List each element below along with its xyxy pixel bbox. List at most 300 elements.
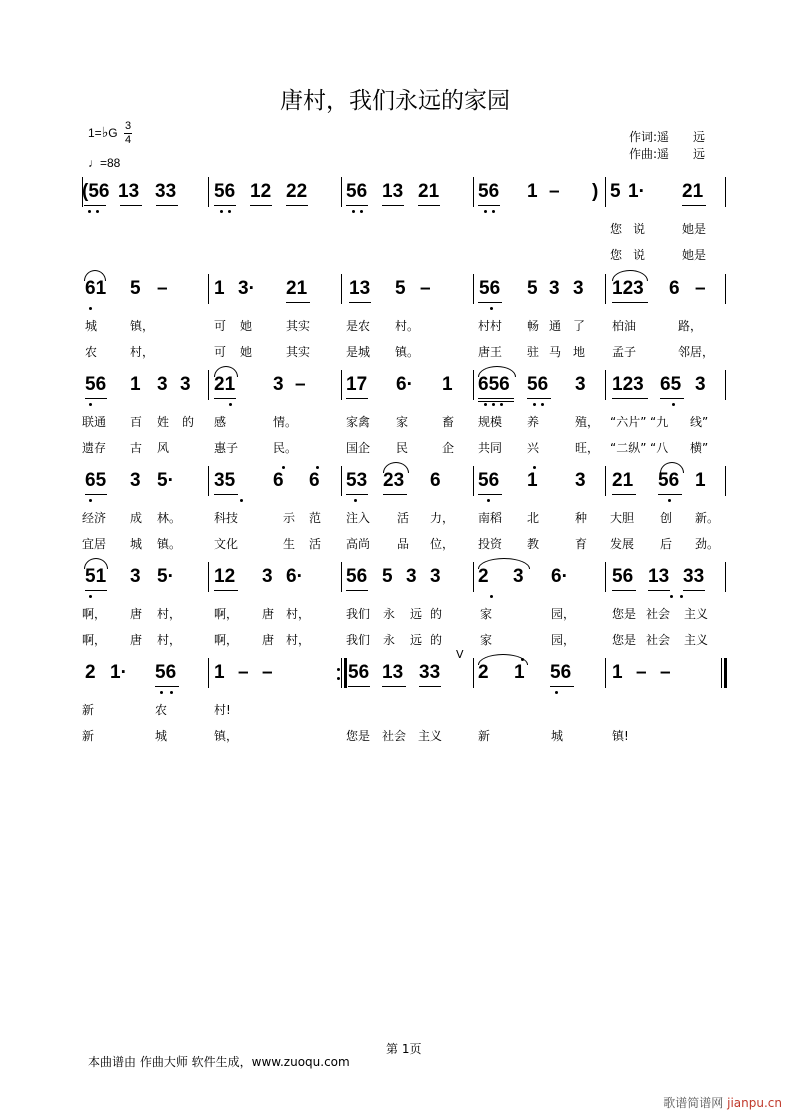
lyric-verse-2: 啊， xyxy=(82,633,107,647)
lyric-verse-1: 园， xyxy=(551,607,576,621)
lyric-verse-1: 远 xyxy=(410,607,423,621)
barline xyxy=(473,370,474,400)
barline xyxy=(473,274,474,304)
note: 5· xyxy=(157,470,174,491)
lyric-verse-1: 百 xyxy=(130,415,143,429)
note: 123 xyxy=(612,278,644,299)
note: – xyxy=(695,278,706,299)
lyric-verse-2: 生 xyxy=(283,537,296,551)
lyric-verse-2: 永 xyxy=(383,633,396,647)
lyric-verse-1: 经济 xyxy=(82,511,107,525)
lyric-verse-1: 的 xyxy=(182,415,195,429)
octave-dot-low xyxy=(668,499,671,502)
lyric-verse-2: 惠子 xyxy=(214,441,239,455)
underline-beam xyxy=(478,494,502,495)
lyric-verse-2: 旺， xyxy=(575,441,600,455)
lyric-verse-1: 说 xyxy=(633,222,646,236)
watermark-site: 歌谱简谱网 xyxy=(663,1096,724,1110)
note: 56 xyxy=(348,662,370,683)
note: 1 xyxy=(612,662,623,683)
lyric-verse-2: 城 xyxy=(155,729,168,743)
lyric-verse-2: 兴 xyxy=(527,441,540,455)
lyric-verse-2: 城 xyxy=(130,537,143,551)
note: 5 xyxy=(130,278,141,299)
lyric-verse-1: 联通 xyxy=(82,415,107,429)
lyric-verse-1: 情。 xyxy=(273,415,298,429)
note: 3 xyxy=(262,566,273,587)
lyric-verse-2: 民 xyxy=(396,441,409,455)
lyric-verse-2: 您 xyxy=(610,248,623,262)
underline-beam xyxy=(660,398,684,399)
underline-beam xyxy=(682,205,706,206)
lyric-verse-2: 教 xyxy=(527,537,540,551)
lyric-verse-1: 其实 xyxy=(286,319,311,333)
lyric-verse-2: 镇。 xyxy=(157,537,182,551)
octave-dot-low xyxy=(229,403,232,406)
composer-credit: 作曲:遥 远 xyxy=(629,147,706,161)
slur-arc xyxy=(478,654,528,665)
lyric-verse-2: 说 xyxy=(633,248,646,262)
lyric-verse-1: 线” xyxy=(690,415,709,429)
slur-arc xyxy=(478,558,530,569)
lyric-verse-2: 邻居， xyxy=(678,345,715,359)
note: 21 xyxy=(418,181,440,202)
lyric-verse-1: 她 xyxy=(240,319,253,333)
lyric-verse-1: 她是 xyxy=(682,222,707,236)
note: 35 xyxy=(214,470,236,491)
barline xyxy=(473,466,474,496)
lyric-verse-1: 村， xyxy=(286,607,311,621)
watermark xyxy=(663,1094,782,1111)
note: 1· xyxy=(110,662,127,683)
octave-dot-low xyxy=(352,210,355,213)
lyric-verse-2: 镇! xyxy=(612,729,629,743)
lyric-verse-1: 了 xyxy=(573,319,586,333)
note: 2 xyxy=(478,566,489,587)
note: 51 xyxy=(85,566,107,587)
underline-beam xyxy=(286,205,308,206)
underline-beam xyxy=(527,398,551,399)
lyric-verse-2: 主义 xyxy=(684,633,709,647)
underline-beam xyxy=(419,686,441,687)
barline xyxy=(725,177,726,207)
lyric-verse-2: 企 xyxy=(442,441,455,455)
lyric-verse-2: “八 xyxy=(650,441,669,455)
octave-dot-low xyxy=(360,210,363,213)
note: – xyxy=(636,662,647,683)
octave-dot-low xyxy=(484,403,487,406)
barline xyxy=(725,370,726,400)
lyric-verse-1: 畅 xyxy=(527,319,540,333)
lyric-verse-1: 您 xyxy=(610,222,623,236)
barline xyxy=(605,274,606,304)
note: 3 xyxy=(273,374,284,395)
lyric-verse-1: 村! xyxy=(214,703,231,717)
lyric-verse-2: 育 xyxy=(575,537,588,551)
lyric-verse-2: 民。 xyxy=(273,441,298,455)
note: 56 xyxy=(550,662,572,683)
note: 2 xyxy=(85,662,96,683)
octave-dot-low xyxy=(89,403,92,406)
underline-beam xyxy=(349,302,371,303)
slur-arc xyxy=(660,462,684,473)
octave-dot-low xyxy=(89,307,92,310)
underline-beam xyxy=(612,302,648,303)
slur-arc xyxy=(612,270,648,281)
underline-beam xyxy=(346,494,368,495)
note: 3 xyxy=(180,374,191,395)
lyric-verse-2: 劲。 xyxy=(695,537,720,551)
barline xyxy=(341,177,342,207)
octave-dot-low xyxy=(541,403,544,406)
octave-dot-low xyxy=(240,499,243,502)
octave-dot-low xyxy=(89,499,92,502)
lyric-verse-1: 我们 xyxy=(346,607,371,621)
lyric-verse-1: 可 xyxy=(214,319,227,333)
note: – xyxy=(660,662,671,683)
barline xyxy=(341,370,342,400)
note: 56 xyxy=(527,374,549,395)
lyric-verse-2: 您是 xyxy=(346,729,371,743)
lyric-verse-2: “二纵” xyxy=(610,441,647,455)
time-top: 3 xyxy=(124,120,132,132)
slur-arc xyxy=(478,366,516,377)
lyric-verse-1: 社会 xyxy=(646,607,671,621)
note: 1 xyxy=(527,470,538,491)
lyric-verse-2: 您是 xyxy=(612,633,637,647)
final-barline xyxy=(721,658,722,688)
lyric-verse-2: 村， xyxy=(130,345,155,359)
lyric-verse-1: 力， xyxy=(430,511,455,525)
note: 3 xyxy=(430,566,441,587)
note: 6 xyxy=(273,470,284,491)
underline-beam xyxy=(383,494,407,495)
octave-dot-high xyxy=(282,466,285,469)
note: 12 xyxy=(250,181,272,202)
lyric-verse-2: 投资 xyxy=(478,537,503,551)
note: 5 xyxy=(610,181,621,202)
octave-dot-low xyxy=(555,691,558,694)
octave-dot-low xyxy=(354,499,357,502)
lyric-verse-1: 唐 xyxy=(262,607,275,621)
barline xyxy=(605,370,606,400)
barline xyxy=(208,177,209,207)
lyric-verse-1: 姓 xyxy=(157,415,170,429)
underline-beam xyxy=(214,494,238,495)
lyric-verse-2: 横” xyxy=(690,441,709,455)
underline-beam xyxy=(346,398,368,399)
lyric-verse-2: 地 xyxy=(573,345,586,359)
note: – xyxy=(262,662,273,683)
lyric-verse-2: 文化 xyxy=(214,537,239,551)
lyricist-credit: 作词:遥 远 xyxy=(629,130,706,144)
underline-beam xyxy=(85,398,107,399)
lyric-verse-2: 唐 xyxy=(130,633,143,647)
lyric-verse-2: 活 xyxy=(309,537,322,551)
lyric-verse-1: 畜 xyxy=(442,415,455,429)
barline xyxy=(473,177,474,207)
barline xyxy=(605,177,606,207)
octave-dot-low xyxy=(484,210,487,213)
barline xyxy=(605,658,606,688)
octave-dot-high xyxy=(316,466,319,469)
lyric-verse-1: 创 xyxy=(660,511,673,525)
octave-dot-low xyxy=(490,595,493,598)
lyric-verse-1: 成 xyxy=(130,511,143,525)
lyric-verse-2: 唐王 xyxy=(478,345,503,359)
tempo-value: =88 xyxy=(100,156,121,170)
lyric-verse-2: 孟子 xyxy=(612,345,637,359)
lyric-verse-2: 村， xyxy=(157,633,182,647)
note: 1 xyxy=(514,662,525,683)
lyric-verse-1: 的 xyxy=(430,607,443,621)
note: 3 xyxy=(549,278,560,299)
lyric-verse-2: 家 xyxy=(480,633,493,647)
lyric-verse-2: 啊， xyxy=(214,633,239,647)
lyric-verse-1: 科技 xyxy=(214,511,239,525)
note: 3 xyxy=(695,374,706,395)
note: 21 xyxy=(682,181,704,202)
lyric-verse-2: 农 xyxy=(85,345,98,359)
note: 5· xyxy=(157,566,174,587)
underline-beam xyxy=(478,401,514,402)
note: 13 xyxy=(349,278,371,299)
barline xyxy=(208,466,209,496)
note: 13 xyxy=(382,181,404,202)
lyric-verse-2: 远 xyxy=(410,633,423,647)
note: 56 xyxy=(85,374,107,395)
lyric-verse-2: 其实 xyxy=(286,345,311,359)
note: 56 xyxy=(346,566,368,587)
underline-beam xyxy=(612,590,636,591)
lyric-verse-1: 主义 xyxy=(684,607,709,621)
lyric-verse-1: 啊， xyxy=(214,607,239,621)
note: 33 xyxy=(155,181,177,202)
note: – xyxy=(420,278,431,299)
lyric-verse-1: 啊， xyxy=(82,607,107,621)
note: 56 xyxy=(479,278,501,299)
lyric-verse-1: 路， xyxy=(678,319,703,333)
note: 6· xyxy=(286,566,303,587)
barline xyxy=(725,274,726,304)
note: 13 xyxy=(118,181,140,202)
note: 33 xyxy=(683,566,705,587)
lyric-verse-2: 她 xyxy=(240,345,253,359)
key-note: G xyxy=(108,126,118,140)
underline-beam xyxy=(85,494,107,495)
key-prefix: 1= xyxy=(88,126,102,140)
lyric-verse-1: 大胆 xyxy=(610,511,635,525)
note: 3 xyxy=(573,278,584,299)
barline xyxy=(208,370,209,400)
note: 21 xyxy=(286,278,308,299)
octave-dot-low xyxy=(96,210,99,213)
lyric-verse-2: 城 xyxy=(551,729,564,743)
note: 3 xyxy=(406,566,417,587)
lyric-verse-2: 她是 xyxy=(682,248,707,262)
lyric-verse-1: 村， xyxy=(157,607,182,621)
note: – xyxy=(238,662,249,683)
repeat-dot xyxy=(337,668,340,671)
note: 61 xyxy=(85,278,107,299)
lyric-verse-2: 的 xyxy=(430,633,443,647)
lyric-verse-1: 家 xyxy=(396,415,409,429)
octave-dot-high xyxy=(533,466,536,469)
lyric-verse-1: 林。 xyxy=(157,511,182,525)
slur-arc xyxy=(214,366,238,377)
lyric-verse-2: 是城 xyxy=(346,345,371,359)
underline-beam xyxy=(214,205,236,206)
lyric-verse-2: 品 xyxy=(397,537,410,551)
note: 1 xyxy=(527,181,538,202)
note: 3 xyxy=(130,470,141,491)
lyric-verse-2: 我们 xyxy=(346,633,371,647)
lyric-verse-1: 新。 xyxy=(695,511,720,525)
repeat-barline xyxy=(344,658,347,688)
note: 56 xyxy=(478,470,500,491)
octave-dot-low xyxy=(88,210,91,213)
lyric-verse-1: 柏油 xyxy=(612,319,637,333)
note: 656 xyxy=(478,374,510,395)
underline-beam xyxy=(214,590,238,591)
note: 3· xyxy=(238,278,255,299)
lyric-verse-1: 种 xyxy=(575,511,588,525)
note: 56 xyxy=(612,566,634,587)
slur-arc xyxy=(84,270,106,281)
lyric-verse-1: 注入 xyxy=(346,511,371,525)
barline xyxy=(341,466,342,496)
note: 22 xyxy=(286,181,308,202)
note: 123 xyxy=(612,374,644,395)
underline-beam xyxy=(612,398,648,399)
underline-beam xyxy=(382,205,404,206)
note: 56 xyxy=(214,181,236,202)
lyric-verse-1: 您是 xyxy=(612,607,637,621)
lyric-verse-1: 北 xyxy=(527,511,540,525)
note: 65 xyxy=(85,470,107,491)
octave-dot-low xyxy=(492,210,495,213)
underline-beam xyxy=(478,205,500,206)
lyric-verse-2: 共同 xyxy=(478,441,503,455)
barline xyxy=(341,658,342,688)
note: 3 xyxy=(513,566,524,587)
lyric-verse-1: 镇， xyxy=(130,319,155,333)
lyric-verse-2: 唐 xyxy=(262,633,275,647)
underline-beam xyxy=(85,590,107,591)
underline-beam xyxy=(478,398,514,399)
lyric-verse-1: 城 xyxy=(85,319,98,333)
lyric-verse-1: 范 xyxy=(309,511,322,525)
note: 5 xyxy=(527,278,538,299)
underline-beam xyxy=(346,205,368,206)
underline-beam xyxy=(286,302,310,303)
lyric-verse-2: 镇， xyxy=(214,729,239,743)
barline xyxy=(725,466,726,496)
lyric-verse-1: 南稻 xyxy=(478,511,503,525)
underline-beam xyxy=(648,590,670,591)
note: 12 xyxy=(214,566,236,587)
lyric-verse-1: 家禽 xyxy=(346,415,371,429)
note: 53 xyxy=(346,470,368,491)
note: 6· xyxy=(551,566,568,587)
underline-beam xyxy=(683,590,705,591)
footer-credit: 本曲谱由 作曲大师 软件生成，www.zuoqu.com xyxy=(88,1055,350,1069)
lyric-verse-2: 新 xyxy=(82,729,95,743)
lyric-verse-2: 驻 xyxy=(527,345,540,359)
note: 3 xyxy=(130,566,141,587)
lyric-verse-1: 感 xyxy=(214,415,227,429)
note: 6· xyxy=(396,374,413,395)
octave-dot-low xyxy=(490,307,493,310)
underline-beam xyxy=(84,205,106,206)
tempo-mark xyxy=(88,156,120,170)
note: 21 xyxy=(612,470,634,491)
note: 3 xyxy=(157,374,168,395)
note: 1 xyxy=(214,662,225,683)
slur-arc xyxy=(383,462,409,473)
lyric-verse-2: 位， xyxy=(430,537,455,551)
underline-beam xyxy=(346,590,368,591)
note: 33 xyxy=(419,662,441,683)
octave-dot-low xyxy=(672,403,675,406)
octave-dot-low xyxy=(492,403,495,406)
note: 21 xyxy=(214,374,236,395)
note: – xyxy=(295,374,306,395)
note: 5 xyxy=(395,278,406,299)
octave-dot-low xyxy=(680,595,683,598)
barline xyxy=(725,562,726,592)
underline-beam xyxy=(382,686,406,687)
lyric-verse-2: 主义 xyxy=(418,729,443,743)
octave-dot-low xyxy=(670,595,673,598)
octave-dot-low xyxy=(533,403,536,406)
lyric-verse-1: 通 xyxy=(549,319,562,333)
note: 6 xyxy=(430,470,441,491)
lyric-verse-1: 殖， xyxy=(575,415,600,429)
lyric-verse-1: “九 xyxy=(650,415,669,429)
lyric-verse-2: 可 xyxy=(214,345,227,359)
lyric-verse-1: 规模 xyxy=(478,415,503,429)
note: 6 xyxy=(669,278,680,299)
lyric-verse-1: 永 xyxy=(383,607,396,621)
lyric-verse-2: 新 xyxy=(478,729,491,743)
underline-beam xyxy=(478,302,502,303)
note: 13 xyxy=(382,662,404,683)
lyric-verse-2: 马 xyxy=(549,345,562,359)
underline-beam xyxy=(156,205,178,206)
barline xyxy=(605,466,606,496)
underline-beam xyxy=(155,686,179,687)
note: 65 xyxy=(660,374,682,395)
barline xyxy=(208,562,209,592)
lyric-verse-2: 园， xyxy=(551,633,576,647)
lyric-verse-2: 国企 xyxy=(346,441,371,455)
lyric-verse-1: 村。 xyxy=(395,319,420,333)
lyric-verse-1: 是农 xyxy=(346,319,371,333)
lyric-verse-2: 社会 xyxy=(646,633,671,647)
lyric-verse-2: 宜居 xyxy=(82,537,107,551)
quarter-note-icon: ♩ xyxy=(88,156,100,170)
note: 56 xyxy=(155,662,177,683)
octave-dot-low xyxy=(487,499,490,502)
slur-arc xyxy=(84,558,108,569)
octave-dot-low xyxy=(500,403,503,406)
underline-beam xyxy=(120,205,142,206)
note: 56 xyxy=(478,181,500,202)
lyric-verse-2: 村， xyxy=(286,633,311,647)
page-number: 第 1页 xyxy=(386,1042,422,1056)
barline xyxy=(341,274,342,304)
